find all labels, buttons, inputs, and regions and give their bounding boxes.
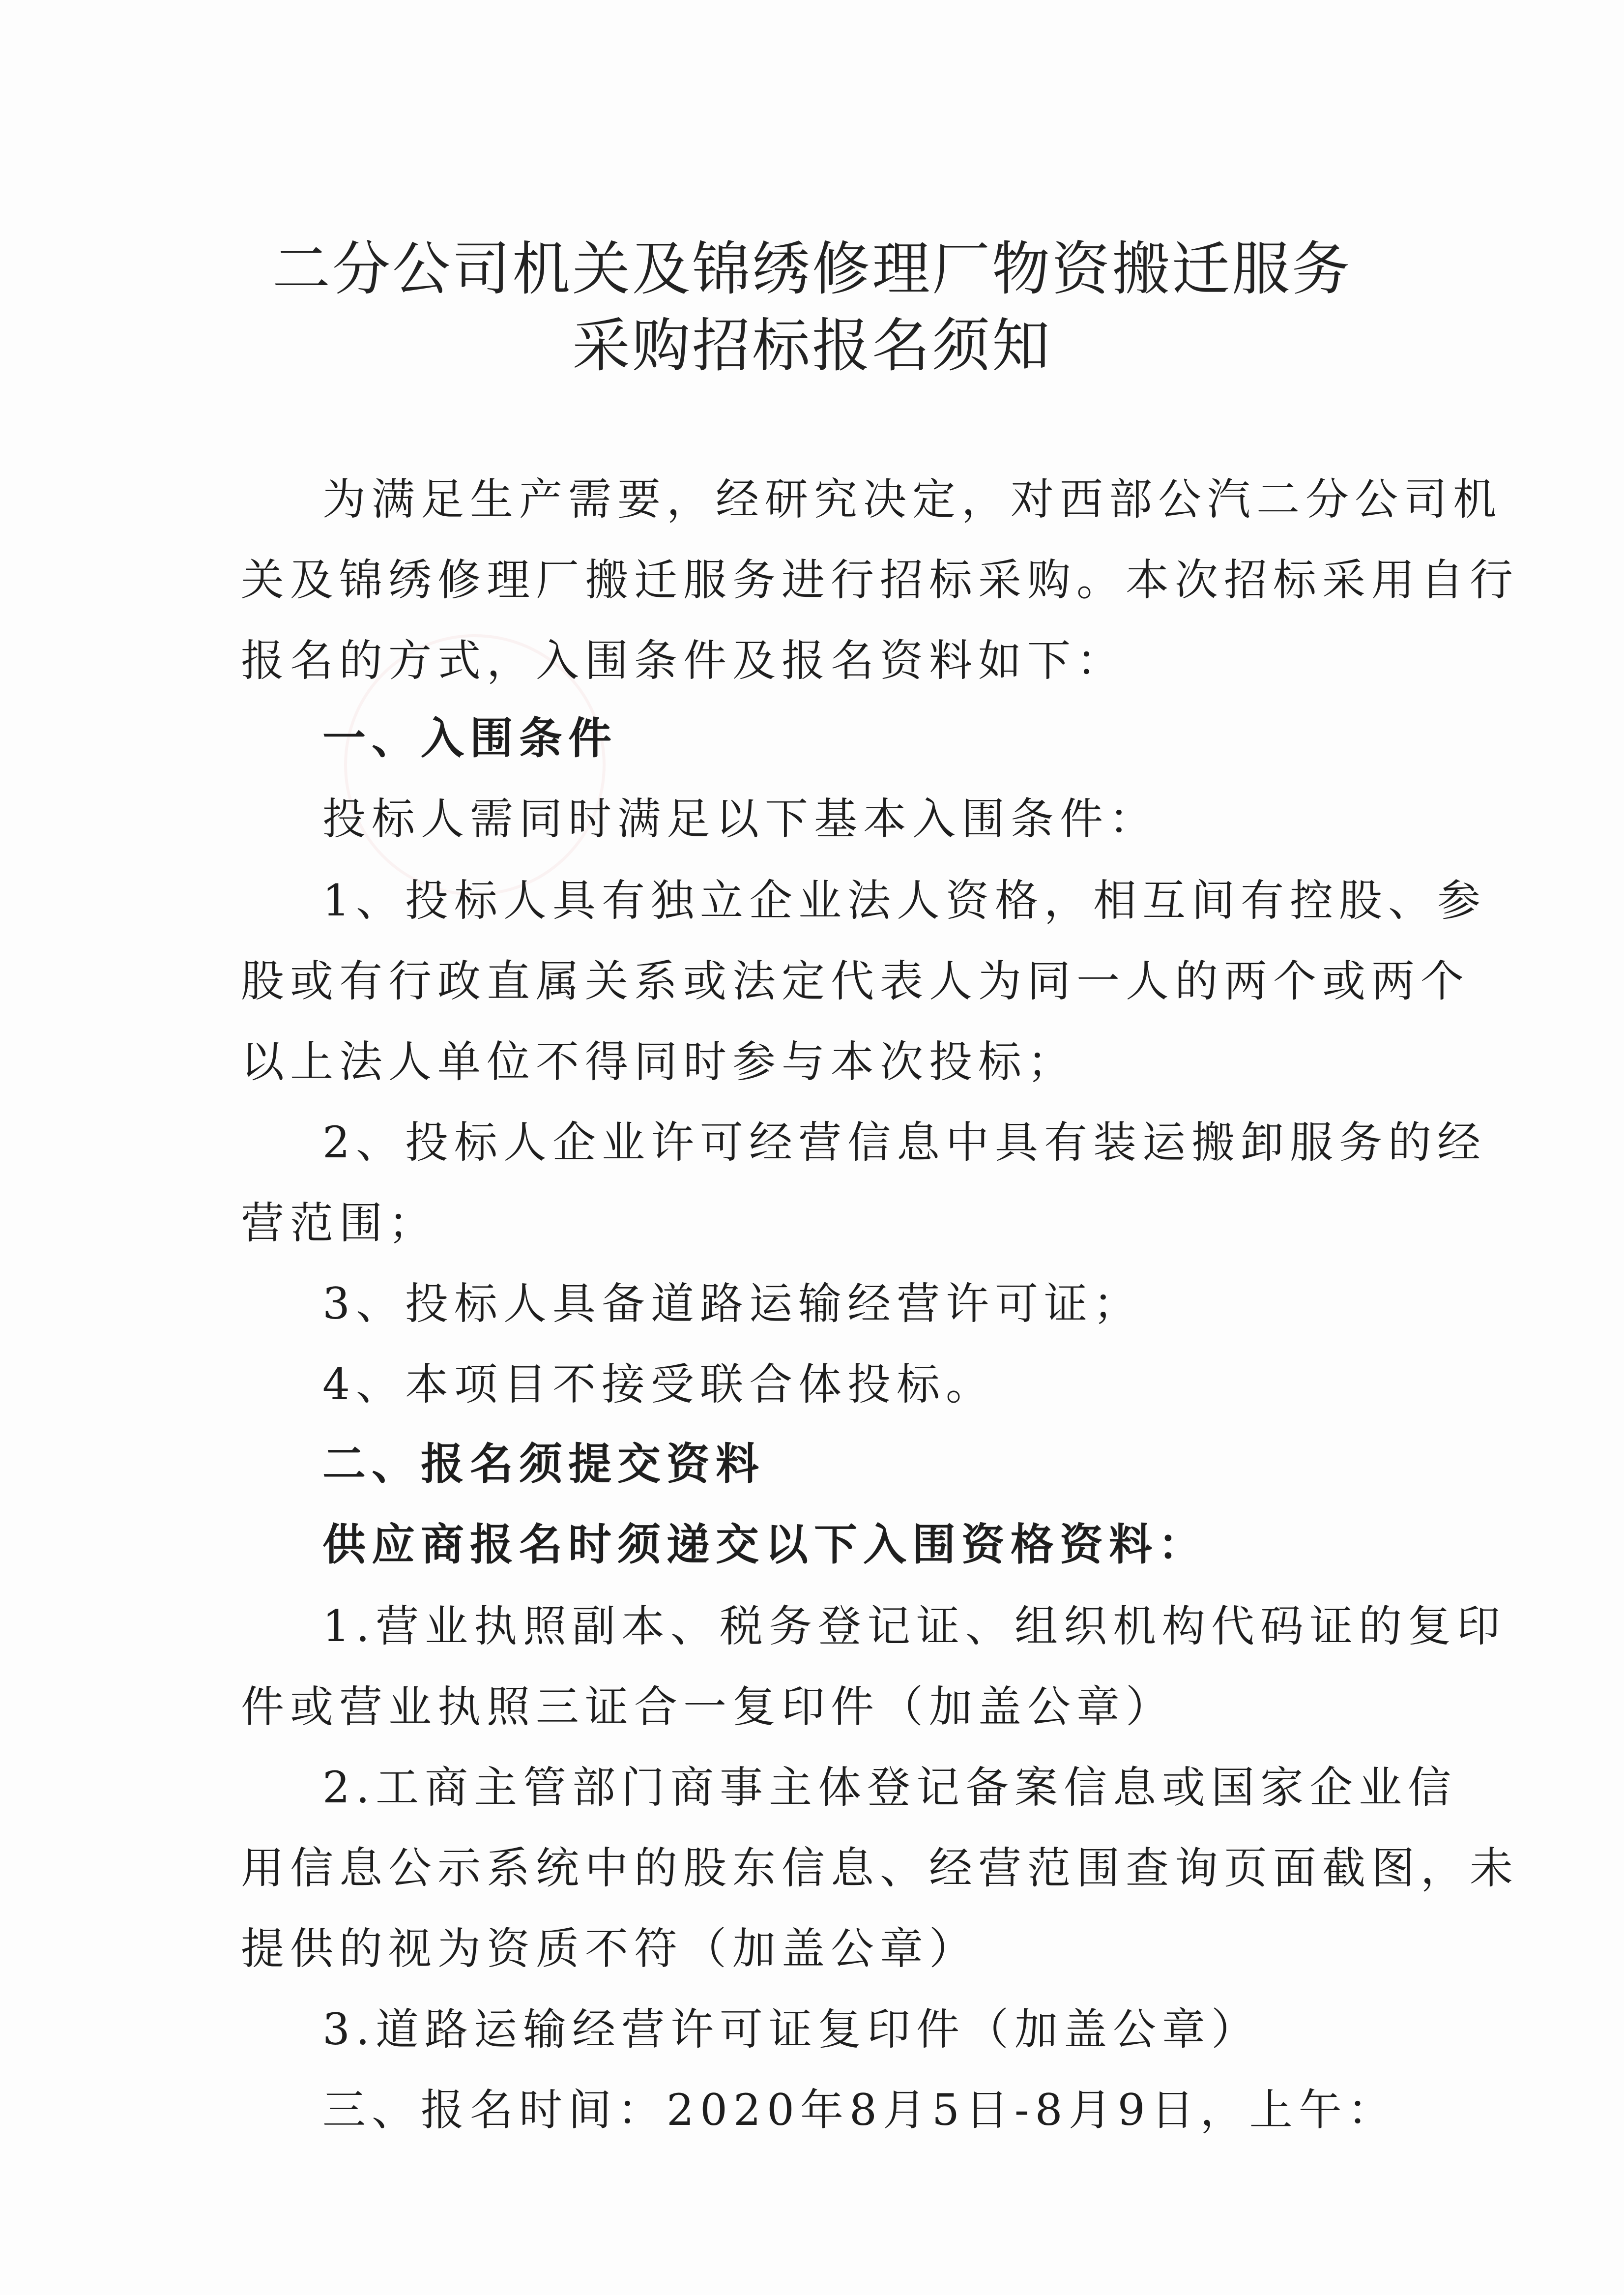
section-1-item-2-line-1: 2、投标人企业许可经营信息中具有装运搬卸服务的经 — [322, 1117, 1486, 1168]
section-1-lead: 投标人需同时满足以下基本入围条件： — [322, 794, 1159, 844]
section-2-item-1-line-1: 1.营业执照副本、税务登记证、组织机构代码证的复印 — [322, 1601, 1506, 1651]
section-2-lead: 供应商报名时须递交以下入围资格资料： — [322, 1519, 1208, 1570]
section-1-item-4: 4、本项目不接受联合体投标。 — [322, 1359, 995, 1410]
section-2-item-2-line-3: 提供的视为资质不符（加盖公章） — [241, 1923, 979, 1974]
section-2-item-1-line-2: 件或营业执照三证合一复印件（加盖公章） — [241, 1681, 1175, 1732]
intro-paragraph-line-2: 关及锦绣修理厂搬迁服务进行招标采购。本次招标采用自行 — [241, 555, 1519, 605]
section-1-item-1-line-2: 股或有行政直属关系或法定代表人为同一人的两个或两个 — [241, 956, 1470, 1006]
section-1-item-1-line-1: 1、投标人具有独立企业法人资格，相互间有控股、参 — [322, 875, 1486, 926]
section-1-heading: 一、入围条件 — [322, 712, 618, 764]
intro-paragraph-line-1: 为满足生产需要，经研究决定，对西部公汽二分公司机 — [322, 474, 1503, 525]
section-2-item-3: 3.道路运输经营许可证复印件（加盖公章） — [322, 2004, 1260, 2055]
section-1-item-1-line-3: 以上法人单位不得同时参与本次投标； — [241, 1036, 1077, 1087]
document-title-line-1: 二分公司机关及锦绣修理厂物资搬迁服务 — [272, 235, 1352, 303]
section-1-item-2-line-2: 营范围； — [241, 1198, 438, 1248]
section-3-heading: 三、报名时间：2020年8月5日-8月9日，上午： — [322, 2085, 1397, 2135]
section-2-item-2-line-1: 2.工商主管部门商事主体登记备案信息或国家企业信 — [322, 1762, 1457, 1813]
document-title-line-2: 采购招标报名须知 — [572, 312, 1052, 380]
intro-paragraph-line-3: 报名的方式，入围条件及报名资料如下： — [241, 635, 1126, 686]
section-2-heading: 二、报名须提交资料 — [322, 1438, 765, 1489]
section-1-item-3: 3、投标人具备道路运输经营许可证； — [322, 1278, 1142, 1329]
section-2-item-2-line-2: 用信息公示系统中的股东信息、经营范围查询页面截图，未 — [241, 1843, 1519, 1893]
